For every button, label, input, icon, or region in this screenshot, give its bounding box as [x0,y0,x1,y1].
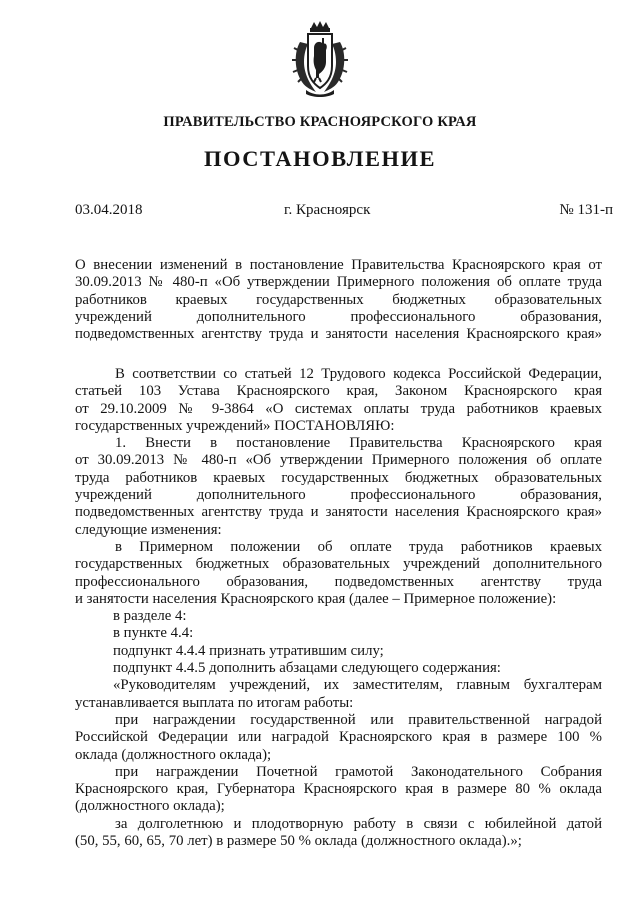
subject-line: учреждений дополнительного профессионального образования, [75,308,602,325]
clause-1a-line: государственных бюджетных образовательных учреждений дополнительного [75,556,602,573]
award-line: Российской Федерации или наградой Красноярского края в размере 100 % [75,729,602,746]
clause-1a-line: и занятости населения Красноярского края (далее – Примерное положение): [75,590,557,607]
award-line: при награждении государственной или правительственной наградой [115,711,602,728]
document-body [75,366,602,850]
award-line: Красноярского края, Губернатора Красноярского края в размере 80 % оклада [75,781,602,798]
document-date: 03.04.2018 [75,202,143,218]
document-city: г. Красноярск [284,202,371,218]
clause-1a-line: профессионального образования, подведомственных агентству труда [75,573,602,590]
krasnoyarsk-coat-of-arms-icon [292,20,348,98]
award-line: оклада (должностного оклада); [75,746,272,763]
list-item: подпункт 4.4.5 дополнить абзацами следующего содержания: [113,660,501,677]
preamble-line: государственных учреждений» ПОСТАНОВЛЯЮ: [75,417,395,434]
clause-1-line: подведомственных агентству труда и занятости населения Красноярского края» [75,504,602,521]
preamble-line: статьей 103 Устава Красноярского края, Законом Красноярского края [75,383,602,400]
list-item: в пункте 4.4: [113,625,194,642]
clause-1-line: 1. Внести в постановление Правительства Красноярского края [115,435,602,452]
clause-1a-line: в Примерном положении об оплате труда работников краевых [115,538,602,555]
subject-line: работников краевых государственных бюджетных образовательных [75,291,602,308]
award-line: (должностного оклада); [75,798,225,815]
quote-line: «Руководителям учреждений, их заместителям, главным бухгалтерам [113,677,602,694]
clause-1-line: учреждений дополнительного профессионального образования, [75,487,602,504]
award-line: за долголетнюю и плодотворную работу в связи с юбилейной датой [115,815,602,832]
subject-line: 30.09.2013 № 480-п «Об утверждении Примерного положения об оплате труда [75,274,602,291]
document-subject [75,257,602,343]
document-type-title: ПОСТАНОВЛЕНИЕ [203,146,437,171]
clause-1-line: труда работников краевых государственных бюджетных образовательных [75,469,602,486]
award-line: при награждении Почетной грамотой Законодательного Собрания [115,763,602,780]
clause-1-line: от 30.09.2013 № 480-п «Об утверждении Примерного положения об оплате [75,452,602,469]
list-item: подпункт 4.4.4 признать утратившим силу; [113,642,384,659]
document-number: № 131-п [559,202,613,218]
preamble-line: В соответствии со статьей 12 Трудового кодекса Российской Федерации, [115,366,602,382]
government-title: ПРАВИТЕЛЬСТВО КРАСНОЯРСКОГО КРАЯ [163,114,477,130]
list-item: в разделе 4: [113,608,187,625]
subject-line: подведомственных агентству труда и занятости населения Красноярского края» [75,326,602,343]
subject-line: О внесении изменений в постановление Правительства Красноярского края от [75,257,602,273]
award-line: (50, 55, 60, 65, 70 лет) в размере 50 % оклада (должностного оклада).»; [75,833,522,850]
clause-1-line: следующие изменения: [75,521,222,538]
preamble-line: от 29.10.2009 № 9-3864 «О системах оплаты труда работников краевых [75,400,602,417]
quote-line: устанавливается выплата по итогам работы: [75,694,354,711]
